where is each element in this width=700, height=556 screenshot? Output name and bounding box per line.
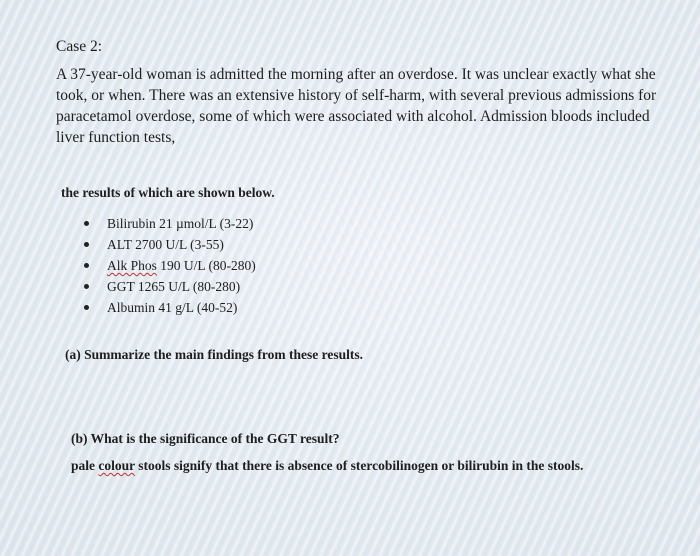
answer-b: [71, 458, 583, 474]
bullet-icon: [84, 263, 89, 268]
intro-line-4: liver function tests,: [56, 129, 176, 146]
result-alk-phos-value: 190 U/L (80-280): [156, 258, 256, 273]
intro-line-2: took, or when. There was an extensive history of self-harm, with several previous admissions for: [56, 87, 657, 104]
answer-suffix: stools signify that there is absence of stercobilinogen or bilirubin in the stools.: [134, 458, 584, 473]
spellcheck-word-colour[interactable]: colour: [98, 458, 135, 473]
case-title: Case 2:: [56, 38, 103, 55]
spellcheck-word-alk-phos[interactable]: Alk Phos: [107, 258, 157, 273]
results-list: [84, 213, 256, 318]
case-intro-paragraph: [56, 64, 668, 148]
results-heading: the results of which are shown below.: [61, 185, 275, 200]
intro-line-1: A 37-year-old woman is admitted the morning after an overdose. It was unclear exactly what she: [56, 66, 656, 83]
list-item: [84, 255, 256, 276]
question-b: (b) What is the significance of the GGT result?: [71, 431, 340, 446]
result-albumin: Albumin 41 g/L (40-52): [107, 300, 238, 315]
result-alt: ALT 2700 U/L (3-55): [107, 237, 224, 252]
result-ggt: GGT 1265 U/L (80-280): [107, 279, 241, 294]
result-alk-phos: [107, 255, 256, 276]
result-bilirubin: Bilirubin 21 µmol/L (3-22): [107, 216, 254, 231]
list-item: [84, 297, 256, 318]
list-item: [84, 276, 256, 297]
answer-prefix: pale: [71, 458, 99, 473]
intro-line-3: paracetamol overdose, some of which were associated with alcohol. Admission bloods included: [56, 108, 650, 125]
question-a: (a) Summarize the main findings from these results.: [65, 347, 363, 362]
bullet-icon: [84, 305, 89, 310]
list-item: [84, 234, 256, 255]
bullet-icon: [84, 221, 89, 226]
list-item: [84, 213, 256, 234]
bullet-icon: [84, 242, 89, 247]
bullet-icon: [84, 284, 89, 289]
